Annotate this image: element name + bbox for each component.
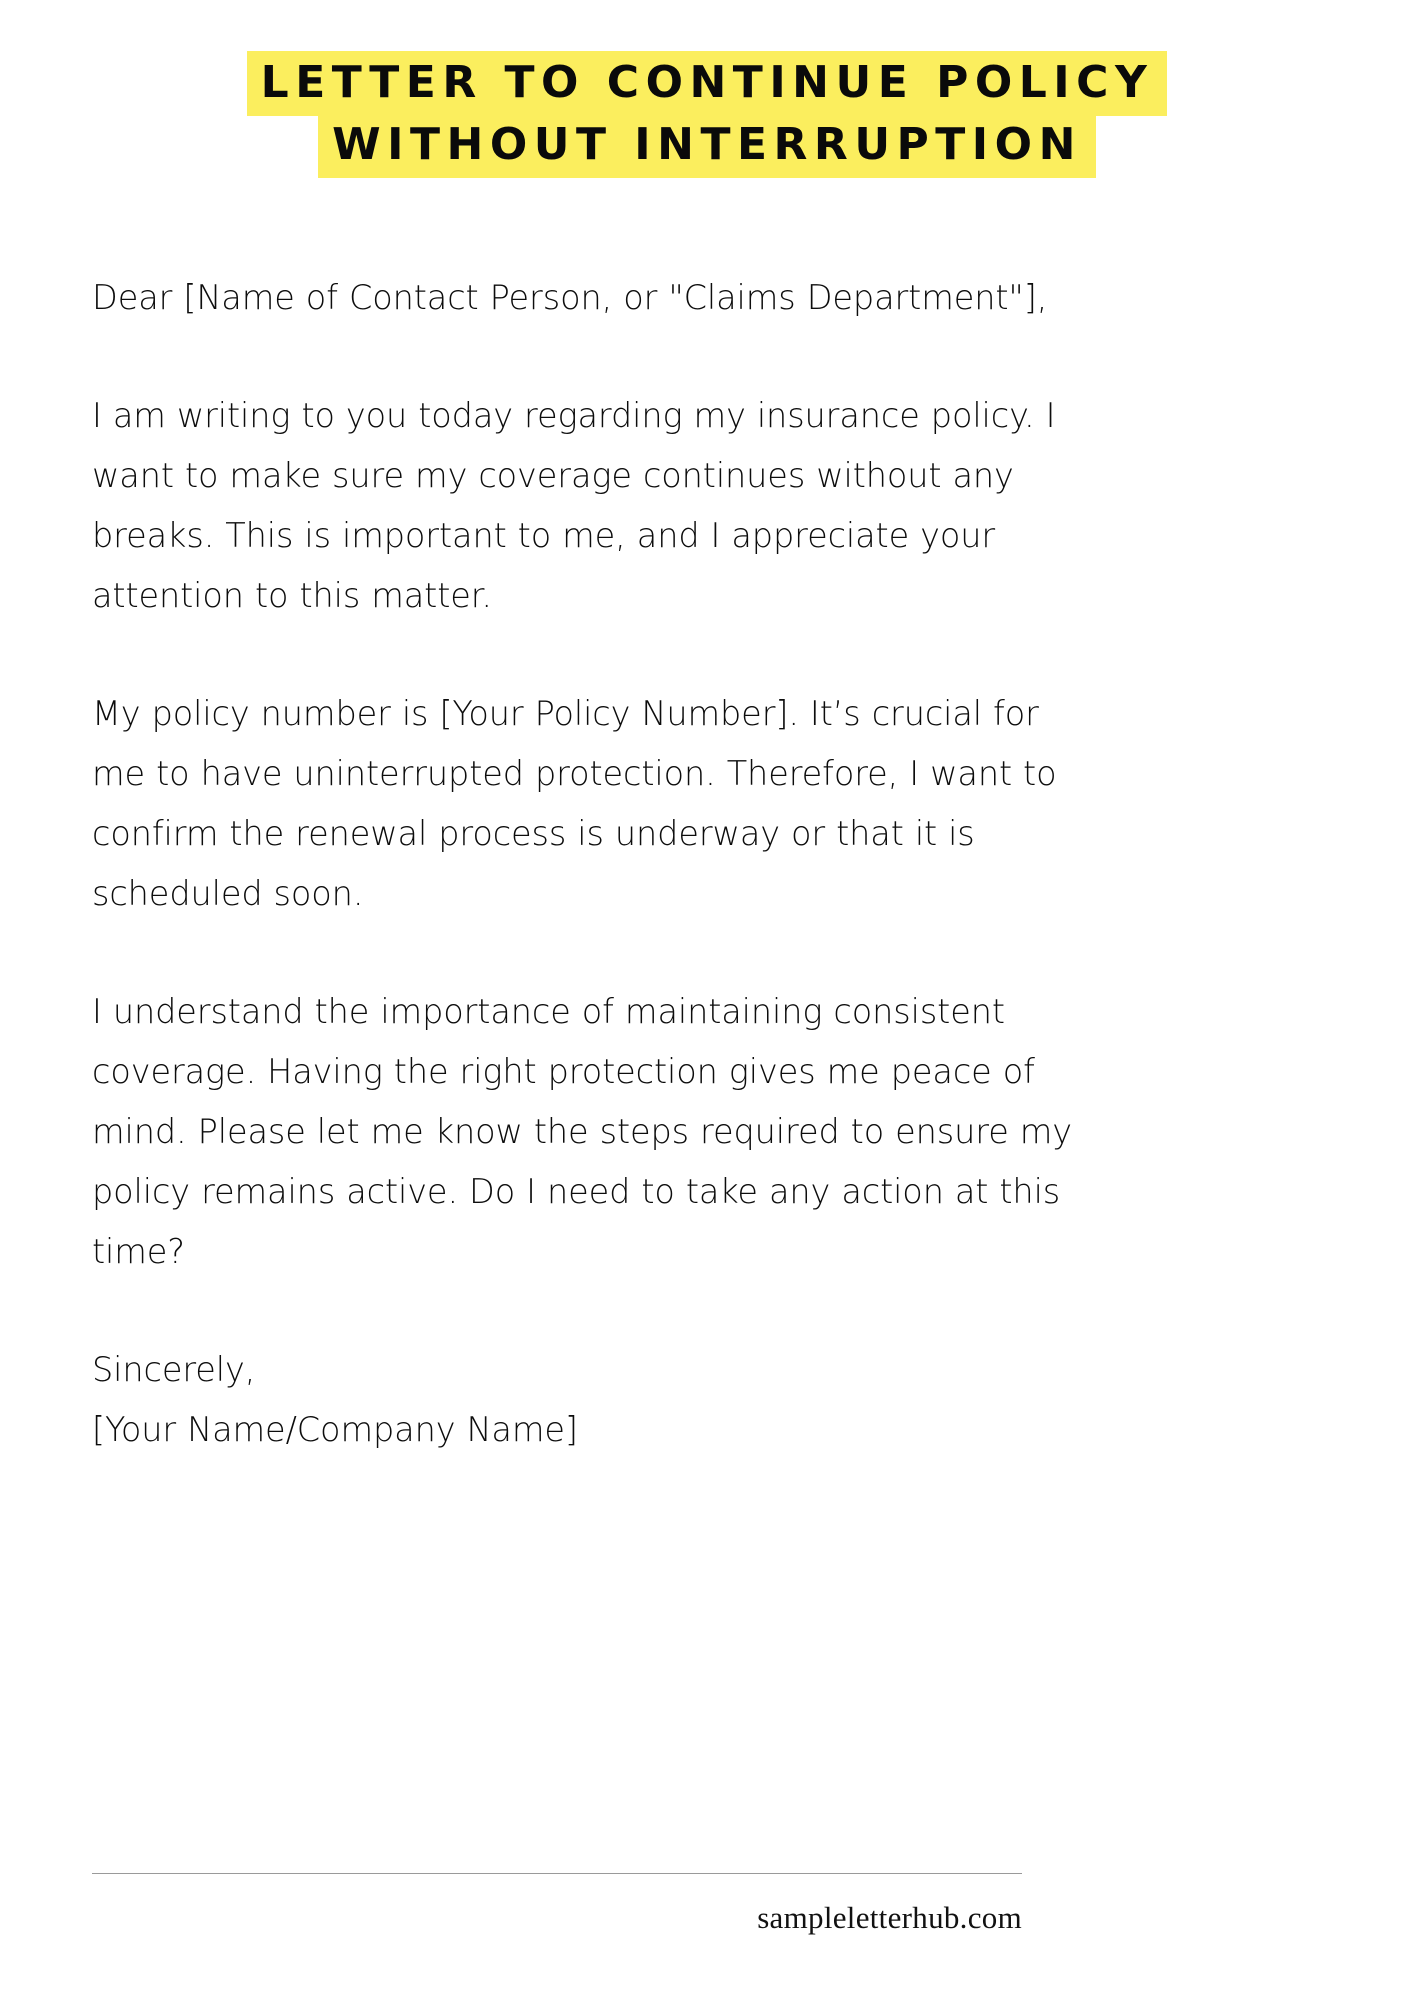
- title-line-2: [0, 114, 1414, 176]
- paragraph-1: I am writing to you today regarding my insurance policy. I want to make sure my coverage continues without any breaks. This is important to me, and I appreciate your attention to this matter.: [92, 396, 1056, 615]
- title-line-2-text: WITHOUT INTERRUPTION: [318, 113, 1096, 178]
- page-footer: [92, 1873, 1022, 1936]
- document-title: [0, 52, 1414, 176]
- closing: Sincerely,: [92, 1350, 256, 1389]
- footer-site-url: sampleletterhub.com: [757, 1900, 1022, 1935]
- paragraph-3: I understand the importance of maintaining consistent coverage. Having the right protection gives me peace of mind. Please let me know the steps required to ensure my policy remains active. Do I need to take any action at this time?: [92, 992, 1073, 1271]
- letter-body: [92, 268, 1077, 1460]
- footer-divider: [92, 1873, 1022, 1874]
- signature: [Your Name/Company Name]: [92, 1410, 578, 1449]
- salutation: Dear [Name of Contact Person, or "Claims Department"],: [92, 278, 1048, 317]
- title-line-1-text: LETTER TO CONTINUE POLICY: [247, 51, 1168, 116]
- paragraph-2: My policy number is [Your Policy Number]. It’s crucial for me to have uninterrupted protection. Therefore, I want to confirm the renewal process is underway or that it is scheduled soon.: [92, 694, 1057, 913]
- title-line-1: [0, 52, 1414, 114]
